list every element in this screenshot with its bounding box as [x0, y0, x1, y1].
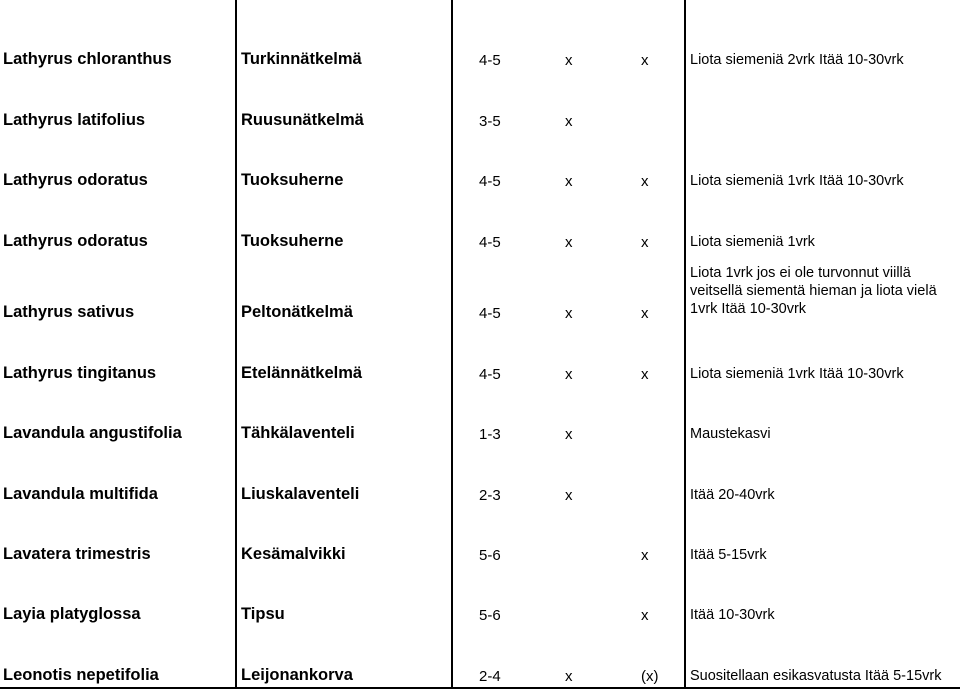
note: Liota siemeniä 2vrk Itää 10-30vrk: [690, 52, 904, 68]
table-row: [0, 485, 960, 505]
note: Suositellaan esikasvatusta Itää 5-15vrk: [690, 668, 942, 684]
table-row: [0, 545, 960, 565]
mark-a: x: [565, 52, 573, 69]
latin-name: Lavandula multifida: [3, 485, 158, 503]
table-row: [0, 50, 960, 70]
finnish-name: Tuoksuherne: [241, 232, 344, 250]
note: Liota siemeniä 1vrk Itää 10-30vrk: [690, 366, 904, 382]
sowing-time: 3-5: [479, 113, 501, 130]
column-divider-2: [451, 0, 453, 689]
latin-name: Lathyrus odoratus: [3, 232, 148, 250]
sowing-time: 5-6: [479, 547, 501, 564]
finnish-name: Tähkälaventeli: [241, 424, 355, 442]
note: Maustekasvi: [690, 426, 771, 442]
latin-name: Lathyrus latifolius: [3, 111, 146, 129]
finnish-name: Peltonätkelmä: [241, 303, 353, 321]
latin-name: Lathyrus tingitanus: [3, 364, 157, 382]
sowing-time: 2-4: [479, 668, 501, 685]
note: Itää 10-30vrk: [690, 607, 775, 623]
note: Itää 20-40vrk: [690, 487, 775, 503]
sowing-time: 4-5: [479, 366, 501, 383]
mark-b: x: [641, 234, 649, 251]
mark-a: x: [565, 426, 573, 443]
mark-a: x: [565, 668, 573, 685]
table-row: [0, 232, 960, 252]
sowing-time: 4-5: [479, 305, 501, 322]
mark-a: x: [565, 366, 573, 383]
mark-a: x: [565, 487, 573, 504]
latin-name: Lathyrus odoratus: [3, 171, 148, 189]
mark-b: x: [641, 607, 649, 624]
latin-name: Lavandula angustifolia: [3, 424, 182, 442]
column-divider-1: [235, 0, 237, 689]
mark-a: x: [565, 234, 573, 251]
sowing-time: 5-6: [479, 607, 501, 624]
sowing-time: 1-3: [479, 426, 501, 443]
note: Liota siemeniä 1vrk Itää 10-30vrk: [690, 173, 904, 189]
mark-b: x: [641, 52, 649, 69]
finnish-name: Etelännätkelmä: [241, 364, 363, 382]
finnish-name: Tuoksuherne: [241, 171, 344, 189]
mark-a: x: [565, 113, 573, 130]
finnish-name: Ruusunätkelmä: [241, 111, 364, 129]
latin-name: Lathyrus sativus: [3, 303, 135, 321]
table-row: [0, 364, 960, 384]
latin-name: Layia platyglossa: [3, 605, 141, 623]
finnish-name: Leijonankorva: [241, 666, 353, 684]
column-divider-3: [684, 0, 686, 689]
note: Liota siemeniä 1vrk: [690, 234, 815, 250]
finnish-name: Tipsu: [241, 605, 285, 623]
table-row: [0, 605, 960, 625]
latin-name: Leonotis nepetifolia: [3, 666, 159, 684]
mark-b: x: [641, 547, 649, 564]
sowing-time: 2-3: [479, 487, 501, 504]
finnish-name: Kesämalvikki: [241, 545, 346, 563]
sowing-time: 4-5: [479, 52, 501, 69]
note: Liota 1vrk jos ei ole turvonnut viillä veitsellä siementä hieman ja liota vielä 1vrk Itää 10-30vrk: [690, 265, 937, 317]
mark-b: (x): [641, 668, 659, 685]
table-row: [0, 111, 960, 131]
finnish-name: Liuskalaventeli: [241, 485, 360, 503]
table-row: [0, 666, 960, 686]
mark-a: x: [565, 173, 573, 190]
mark-a: x: [565, 305, 573, 322]
table-row: [0, 171, 960, 191]
sowing-time: 4-5: [479, 234, 501, 251]
table-row: [0, 264, 960, 324]
mark-b: x: [641, 173, 649, 190]
note: Itää 5-15vrk: [690, 547, 767, 563]
mark-b: x: [641, 305, 649, 322]
latin-name: Lavatera trimestris: [3, 545, 151, 563]
sowing-time: 4-5: [479, 173, 501, 190]
finnish-name: Turkinnätkelmä: [241, 50, 362, 68]
table-row: [0, 424, 960, 444]
latin-name: Lathyrus chloranthus: [3, 50, 172, 68]
mark-b: x: [641, 366, 649, 383]
